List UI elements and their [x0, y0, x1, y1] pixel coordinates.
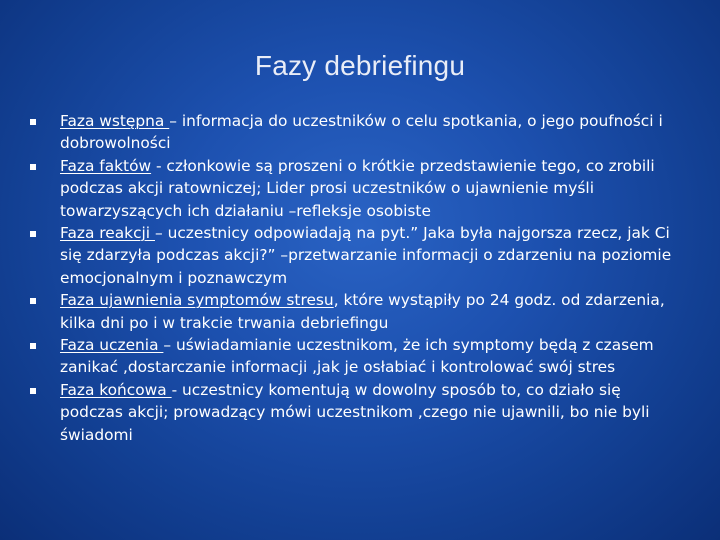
square-bullet-icon	[30, 298, 36, 304]
bullet-item-faza-uczenia	[28, 334, 688, 379]
bullet-heading: Faza wstępna	[60, 112, 170, 130]
square-bullet-icon	[30, 164, 36, 170]
bullet-heading: Faza reakcji	[60, 224, 155, 243]
bullet-text: – informacja do uczestników o celu spotkania, o jego poufności i dobrowolności	[60, 112, 663, 153]
bullet-item-faza-koncowa	[28, 379, 688, 446]
square-bullet-icon	[30, 231, 36, 237]
bullet-list	[28, 110, 688, 446]
bullet-heading: Faza ujawnienia symptomów stresu	[60, 291, 334, 310]
square-bullet-icon	[30, 388, 36, 394]
bullet-text: , które wystąpiły po 24 godz. od zdarzenia, kilka dni po i w trakcie trwania debriefingu	[60, 291, 665, 332]
bullet-text: - członkowie są proszeni o krótkie przedstawienie tego, co zrobili podczas akcji ratowniczej; Lider prosi uczestników o ujawnienie myśli towarzyszących ich działaniu –refleksje osobiste	[60, 156, 655, 220]
bullet-heading: Faza uczenia	[60, 336, 164, 355]
bullet-text: – uświadamianie uczestnikom, że ich symptomy będą z czasem zanikać ,dostarczanie informacji ,jak je osłabiać i kontrolować swój stres	[60, 336, 654, 377]
slide-title: Fazy debriefingu	[254, 50, 466, 81]
bullet-item-faza-faktow	[28, 155, 688, 222]
bullet-text: - uczestnicy komentują w dowolny sposób to, co działo się podczas akcji; prowadzący mówi uczestnikom ,czego nie ujawnili, bo nie byli świadomi	[60, 380, 650, 444]
bullet-item-faza-reakcji	[28, 222, 688, 289]
bullet-item-faza-ujawnienia	[28, 289, 688, 334]
square-bullet-icon	[30, 343, 36, 349]
bullet-heading: Faza końcowa	[60, 380, 172, 399]
square-bullet-icon	[30, 119, 36, 125]
bullet-item-faza-wstepna	[28, 110, 688, 155]
bullet-text: – uczestnicy odpowiadają na pyt.” Jaka była najgorsza rzecz, jak Ci się zdarzyła podczas akcji?” –przetwarzanie informacji o zdarzeniu na poziomie emocjonalnym i poznawczym	[60, 224, 672, 287]
bullet-heading: Faza faktów	[60, 156, 152, 175]
